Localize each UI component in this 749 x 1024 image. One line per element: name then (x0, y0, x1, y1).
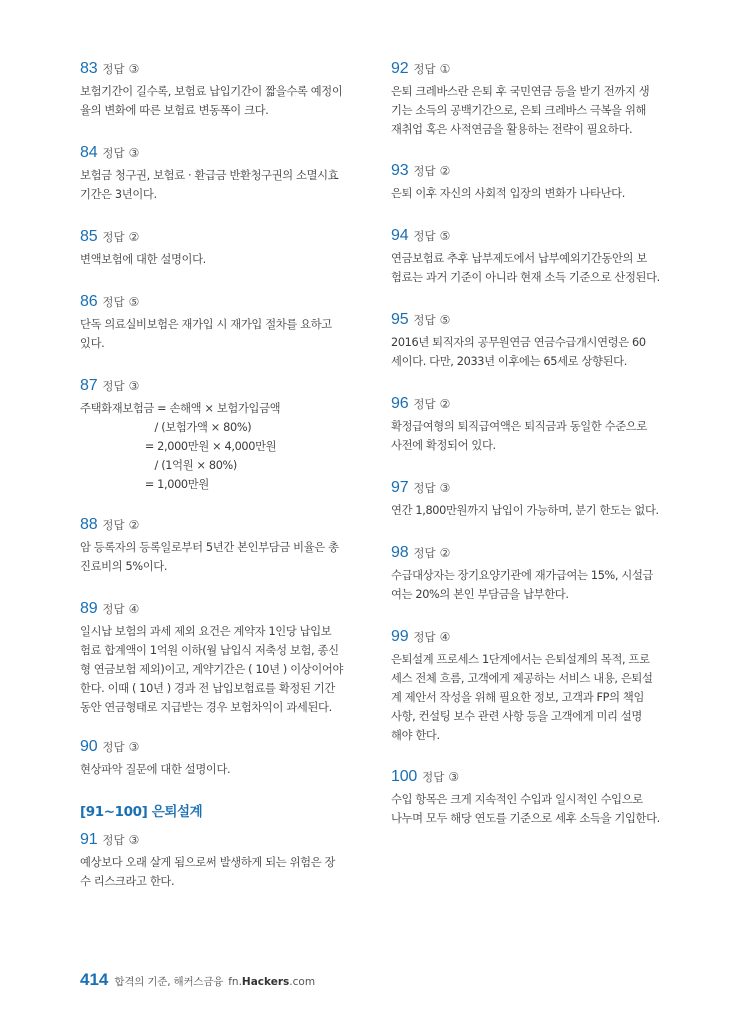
explanation-line: 은퇴 이후 자신의 사회적 입장의 변화가 나타난다. (391, 187, 625, 200)
answer-header (391, 310, 663, 330)
answer-header (80, 59, 352, 79)
answer-choice: ② (128, 230, 140, 244)
formula (80, 399, 352, 494)
answer-choice: ① (439, 62, 451, 76)
question-number: 91 (80, 831, 98, 848)
formula-line: / (1억원 × 80%) (80, 459, 237, 472)
explanation-line: 형 연금보험 제외)이고, 계약기간은 ( 10년 ) 이상이어야 (80, 663, 344, 676)
question-number: 95 (391, 311, 409, 328)
explanation (80, 315, 352, 353)
question-number: 97 (391, 479, 409, 496)
answer-item-95 (391, 310, 663, 371)
answer-choice: ② (439, 546, 451, 560)
answer-item-94 (391, 226, 663, 287)
explanation-line: 현상파악 질문에 대한 설명이다. (80, 763, 231, 776)
answer-choice: ④ (439, 630, 451, 644)
answer-choice: ⑤ (128, 295, 140, 309)
answer-label: 정답 (413, 62, 436, 76)
explanation-line: 연금보험료 추후 납부제도에서 납부예외기간동안의 보 (391, 252, 647, 265)
question-number: 89 (80, 600, 98, 617)
answer-header (80, 737, 352, 757)
answer-item-96 (391, 394, 663, 455)
explanation-line: 있다. (80, 337, 105, 350)
explanation-line: 한다. 이때 ( 10년 ) 경과 전 납입보험료를 확정된 기간 (80, 682, 335, 695)
explanation-line: 동안 연금형태로 지급받는 경우 보험차익이 과세된다. (80, 701, 332, 714)
explanation (80, 250, 352, 269)
explanation (391, 790, 663, 828)
footer-brand: Hackers (241, 976, 290, 988)
footer-tagline: 합격의 기준, 해커스금융 (114, 976, 224, 988)
answer-label: 정답 (413, 630, 436, 644)
formula-line: / (보험가액 × 80%) (80, 421, 252, 434)
explanation (391, 501, 663, 520)
answer-choice: ③ (448, 770, 460, 784)
explanation-line: 험료는 과거 기준이 아니라 현재 소득 기준으로 산정된다. (391, 271, 660, 284)
explanation-line: 율의 변화에 따른 보험료 변동폭이 크다. (80, 104, 269, 117)
page-footer (80, 970, 315, 990)
explanation-line: 암 등록자의 등록일로부터 5년간 본인부담금 비율은 총 (80, 541, 339, 554)
answer-choice: ④ (128, 602, 140, 616)
question-number: 98 (391, 544, 409, 561)
explanation-line: 단독 의료실비보험은 재가입 시 재가입 절차를 요하고 (80, 318, 332, 331)
explanation-line: 보험금 청구권, 보험료 · 환급금 반환청구권의 소멸시효 (80, 169, 339, 182)
answer-label: 정답 (102, 833, 125, 847)
explanation-line: 나누며 모두 해당 연도를 기준으로 세후 소득을 기입한다. (391, 812, 660, 825)
explanation (391, 249, 663, 287)
question-number: 92 (391, 60, 409, 77)
question-number: 87 (80, 377, 98, 394)
answer-label: 정답 (102, 146, 125, 160)
formula-line: = 1,000만원 (80, 478, 209, 491)
formula-line: = 2,000만원 × 4,000만원 (80, 440, 277, 453)
answer-choice: ⑤ (439, 313, 451, 327)
answer-choice: ③ (128, 146, 140, 160)
answer-item-93 (391, 161, 663, 203)
explanation (391, 184, 663, 203)
explanation (391, 333, 663, 371)
answer-choice: ③ (128, 833, 140, 847)
question-number: 88 (80, 516, 98, 533)
answer-header (391, 627, 663, 647)
answer-label: 정답 (102, 740, 125, 754)
answer-header (391, 226, 663, 246)
answer-header (391, 543, 663, 563)
answer-label: 정답 (413, 481, 436, 495)
question-number: 90 (80, 738, 98, 755)
explanation-line: 기간은 3년이다. (80, 188, 157, 201)
explanation (391, 417, 663, 455)
answer-label: 정답 (413, 164, 436, 178)
answer-choice: ② (439, 397, 451, 411)
answer-label: 정답 (413, 546, 436, 560)
answer-header (80, 292, 352, 312)
explanation-line: 험료 합계액이 1억원 이하(월 납입식 저축성 보험, 종신 (80, 644, 339, 657)
answer-label: 정답 (422, 770, 445, 784)
answer-header (391, 767, 663, 787)
explanation-line: 수급대상자는 장기요양기관에 재가급여는 15%, 시설급 (391, 569, 654, 582)
explanation-line: 재취업 혹은 사적연금을 활용하는 전략이 필요하다. (391, 123, 633, 136)
answer-choice: ③ (128, 62, 140, 76)
answer-header (80, 227, 352, 247)
question-number: 99 (391, 628, 409, 645)
answer-header (80, 599, 352, 619)
answer-label: 정답 (102, 62, 125, 76)
explanation (80, 82, 352, 120)
question-number: 94 (391, 227, 409, 244)
explanation-line: 은퇴설계 프로세스 1단계에서는 은퇴설계의 목적, 프로 (391, 653, 650, 666)
explanation (391, 650, 663, 745)
formula-line: 주택화재보험금 = 손해액 × 보험가입금액 (80, 402, 281, 415)
answer-item-98 (391, 543, 663, 604)
explanation-line: 일시납 보험의 과세 제외 요건은 계약자 1인당 납입보 (80, 625, 332, 638)
explanation-line: 세이다. 다만, 2033년 이후에는 65세로 상향된다. (391, 355, 627, 368)
explanation-line: 연간 1,800만원까지 납입이 가능하며, 분기 한도는 없다. (391, 504, 659, 517)
explanation-line: 계 제안서 작성을 위해 필요한 정보, 고객과 FP의 책임 (391, 691, 645, 704)
explanation-line: 변액보험에 대한 설명이다. (80, 253, 206, 266)
answer-header (391, 161, 663, 181)
answer-header (80, 143, 352, 163)
explanation-line: 2016년 퇴직자의 공무원연금 연금수급개시연령은 60 (391, 336, 646, 349)
answer-label: 정답 (102, 230, 125, 244)
explanation (80, 760, 352, 779)
answer-label: 정답 (102, 295, 125, 309)
explanation-line: 진료비의 5%이다. (80, 560, 168, 573)
page-number: 414 (80, 970, 109, 989)
explanation (80, 166, 352, 204)
explanation-line: 보험기간이 길수록, 보험료 납입기간이 짧을수록 예정이 (80, 85, 343, 98)
section-title: [91~100] 은퇴설계 (80, 804, 203, 820)
answer-choice: ② (128, 518, 140, 532)
question-number: 96 (391, 395, 409, 412)
explanation (391, 82, 663, 139)
explanation-line: 기는 소득의 공백기간으로, 은퇴 크레바스 극복을 위해 (391, 104, 647, 117)
explanation-line: 세스 전체 흐름, 고객에게 제공하는 서비스 내용, 은퇴설 (391, 672, 653, 685)
answer-item-97 (391, 478, 663, 520)
question-number: 100 (391, 768, 418, 785)
explanation-line: 수 리스크라고 한다. (80, 875, 175, 888)
answer-label: 정답 (102, 602, 125, 616)
explanation-line: 사항, 컨설팅 보수 관련 사항 등을 고객에게 미리 설명 (391, 710, 642, 723)
question-number: 86 (80, 293, 98, 310)
answer-item-85 (80, 227, 352, 269)
answer-item-88 (80, 515, 352, 576)
question-number: 85 (80, 228, 98, 245)
answer-label: 정답 (413, 313, 436, 327)
answer-choice: ③ (439, 481, 451, 495)
answer-choice: ③ (128, 379, 140, 393)
answer-item-90 (80, 737, 352, 779)
footer-domain-prefix: fn. (228, 976, 242, 988)
explanation-line: 수입 항목은 크게 지속적인 수입과 일시적인 수입으로 (391, 793, 643, 806)
answer-choice: ② (439, 164, 451, 178)
answer-label: 정답 (102, 518, 125, 532)
explanation (391, 566, 663, 604)
answer-header (80, 376, 352, 396)
footer-domain-suffix: .com (289, 976, 316, 988)
answer-label: 정답 (413, 229, 436, 243)
explanation (80, 853, 352, 891)
explanation (80, 538, 352, 576)
answer-label: 정답 (413, 397, 436, 411)
answer-item-89 (80, 599, 352, 717)
answer-item-87 (80, 376, 352, 494)
answer-header (391, 59, 663, 79)
question-number: 84 (80, 144, 98, 161)
answer-header (80, 830, 352, 850)
answer-header (391, 478, 663, 498)
explanation-line: 은퇴 크레바스란 은퇴 후 국민연금 등을 받기 전까지 생 (391, 85, 650, 98)
answer-item-83 (80, 59, 352, 120)
question-number: 83 (80, 60, 98, 77)
answer-item-86 (80, 292, 352, 353)
answer-item-99 (391, 627, 663, 745)
explanation (80, 622, 352, 717)
answer-item-100 (391, 767, 663, 828)
explanation-line: 예상보다 오래 살게 됨으로써 발생하게 되는 위험은 장 (80, 856, 336, 869)
explanation-line: 여는 20%의 본인 부담금을 납부한다. (391, 588, 569, 601)
explanation-line: 사전에 확정되어 있다. (391, 439, 496, 452)
explanation-line: 확정급여형의 퇴직급여액은 퇴직금과 동일한 수준으로 (391, 420, 647, 433)
answer-header (80, 515, 352, 535)
answer-item-91 (80, 830, 352, 891)
answer-label: 정답 (102, 379, 125, 393)
question-number: 93 (391, 162, 409, 179)
answer-item-92 (391, 59, 663, 139)
answer-item-84 (80, 143, 352, 204)
explanation-line: 해야 한다. (391, 729, 440, 742)
answer-choice: ③ (128, 740, 140, 754)
answer-header (391, 394, 663, 414)
answer-choice: ⑤ (439, 229, 451, 243)
